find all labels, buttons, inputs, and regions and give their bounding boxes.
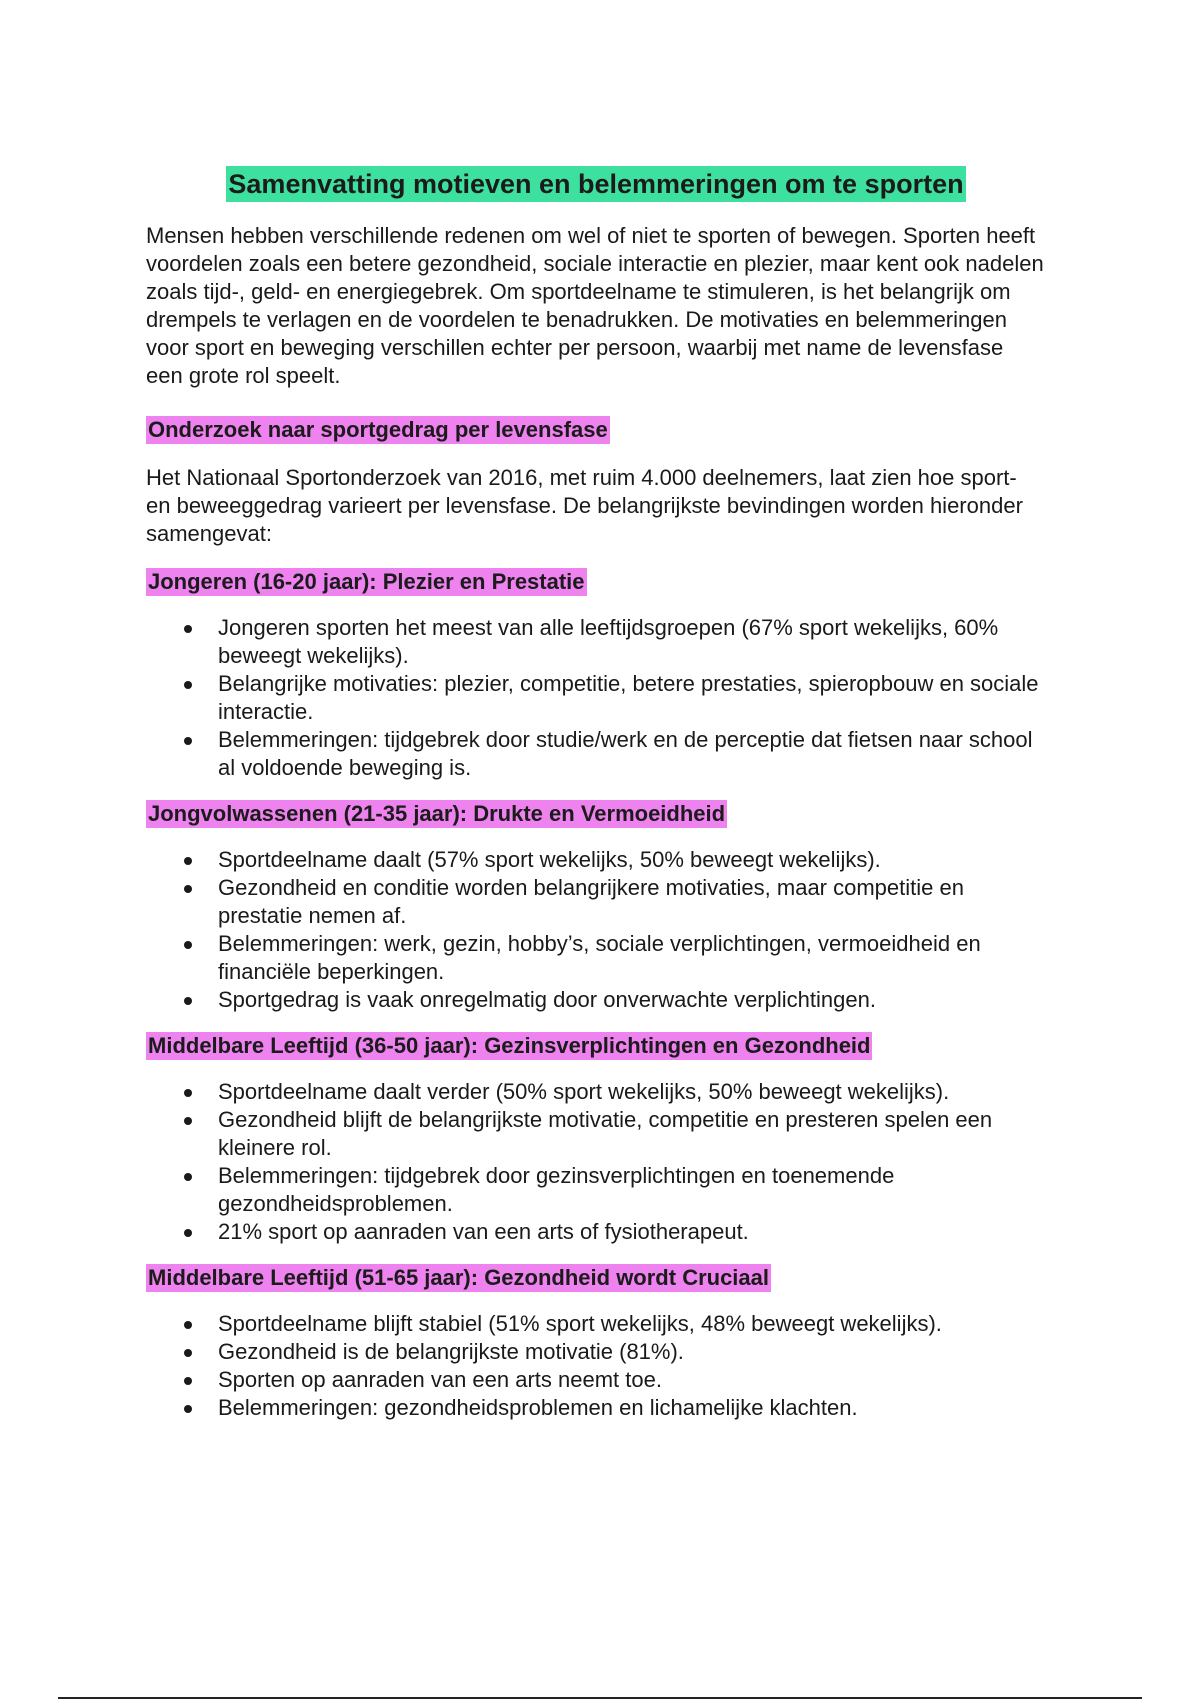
list-item	[146, 1162, 1046, 1218]
bullet-icon	[184, 1321, 192, 1329]
bullet-icon	[184, 1405, 192, 1413]
list-item-text: Gezondheid blijft de belangrijkste motivatie, competitie en presteren spelen een kleinere rol.	[218, 1107, 993, 1160]
bullet-list	[146, 1078, 1046, 1246]
bullet-icon	[184, 1349, 192, 1357]
list-item-text: Belemmeringen: werk, gezin, hobby’s, sociale verplichtingen, vermoeidheid en financiële beperkingen.	[218, 931, 981, 984]
list-item	[146, 986, 1046, 1014]
list-item	[146, 1338, 1046, 1366]
bullet-icon	[184, 1089, 192, 1097]
bullet-icon	[184, 997, 192, 1005]
research-heading: Onderzoek naar sportgedrag per levensfase	[148, 417, 608, 442]
research-heading-wrapper	[146, 416, 1046, 444]
section-middle-age-51-65	[146, 1264, 1046, 1422]
list-item-text: 21% sport op aanraden van een arts of fysiotherapeut.	[218, 1219, 749, 1244]
section-middle-age-36-50	[146, 1032, 1046, 1246]
section-heading: Middelbare Leeftijd (51-65 jaar): Gezondheid wordt Cruciaal	[148, 1265, 770, 1290]
section-heading: Jongvolwassenen (21-35 jaar): Drukte en Vermoeidheid	[148, 801, 726, 826]
list-item	[146, 614, 1046, 670]
list-item-text: Gezondheid en conditie worden belangrijkere motivaties, maar competitie en prestatie nemen af.	[218, 875, 964, 928]
section-heading: Middelbare Leeftijd (36-50 jaar): Gezinsverplichtingen en Gezondheid	[148, 1033, 871, 1058]
list-item	[146, 1394, 1046, 1422]
title-wrapper	[146, 166, 1046, 202]
list-item	[146, 1218, 1046, 1246]
list-item-text: Belemmeringen: tijdgebrek door gezinsverplichtingen en toenemende gezondheidsproblemen.	[218, 1163, 895, 1216]
list-item	[146, 874, 1046, 930]
bullet-list	[146, 846, 1046, 1014]
document-page	[146, 166, 1046, 1440]
bullet-list	[146, 614, 1046, 782]
list-item	[146, 670, 1046, 726]
list-item-text: Sportdeelname daalt (57% sport wekelijks, 50% beweegt wekelijks).	[218, 847, 881, 872]
bullet-icon	[184, 1173, 192, 1181]
list-item-text: Belangrijke motivaties: plezier, competitie, betere prestaties, spieropbouw en sociale interactie.	[218, 671, 1039, 724]
bullet-icon	[184, 885, 192, 893]
list-item	[146, 726, 1046, 782]
section-young-adults	[146, 800, 1046, 1014]
list-item	[146, 1078, 1046, 1106]
bullet-icon	[184, 941, 192, 949]
bullet-list	[146, 1310, 1046, 1422]
intro-paragraph: Mensen hebben verschillende redenen om wel of niet te sporten of bewegen. Sporten heeft voordelen zoals een betere gezondheid, sociale interactie en plezier, maar kent ook nadelen zoals tijd-, geld- en energiegebrek. Om sportdeelname te stimuleren, is het belangrijk om drempels te verlagen en de voordelen te benadrukken. De motivaties en belemmeringen voor sport en beweging verschillen echter per persoon, waarbij met name de levensfase een grote rol speelt.	[146, 223, 1044, 388]
research-paragraph: Het Nationaal Sportonderzoek van 2016, met ruim 4.000 deelnemers, laat zien hoe sport- en beweeggedrag varieert per levensfase. De belangrijkste bevindingen worden hieronder samengevat:	[146, 465, 1023, 546]
list-item	[146, 1106, 1046, 1162]
list-item-text: Sporten op aanraden van een arts neemt toe.	[218, 1367, 662, 1392]
bullet-icon	[184, 625, 192, 633]
bullet-icon	[184, 737, 192, 745]
bullet-icon	[184, 1377, 192, 1385]
list-item	[146, 1310, 1046, 1338]
section-heading: Jongeren (16-20 jaar): Plezier en Prestatie	[148, 569, 585, 594]
bullet-icon	[184, 1117, 192, 1125]
list-item-text: Sportgedrag is vaak onregelmatig door onverwachte verplichtingen.	[218, 987, 876, 1012]
list-item-text: Gezondheid is de belangrijkste motivatie (81%).	[218, 1339, 684, 1364]
bullet-icon	[184, 857, 192, 865]
document-title: Samenvatting motieven en belemmeringen om te sporten	[226, 166, 965, 202]
list-item-text: Jongeren sporten het meest van alle leeftijdsgroepen (67% sport wekelijks, 60% beweegt wekelijks).	[218, 615, 999, 668]
bullet-icon	[184, 681, 192, 689]
list-item-text: Belemmeringen: gezondheidsproblemen en lichamelijke klachten.	[218, 1395, 858, 1420]
bullet-icon	[184, 1229, 192, 1237]
list-item-text: Belemmeringen: tijdgebrek door studie/werk en de perceptie dat fietsen naar school al voldoende beweging is.	[218, 727, 1033, 780]
list-item	[146, 1366, 1046, 1394]
list-item	[146, 846, 1046, 874]
list-item	[146, 930, 1046, 986]
page-bottom-divider	[58, 1697, 1142, 1699]
section-youth	[146, 568, 1046, 782]
list-item-text: Sportdeelname blijft stabiel (51% sport wekelijks, 48% beweegt wekelijks).	[218, 1311, 942, 1336]
list-item-text: Sportdeelname daalt verder (50% sport wekelijks, 50% beweegt wekelijks).	[218, 1079, 950, 1104]
